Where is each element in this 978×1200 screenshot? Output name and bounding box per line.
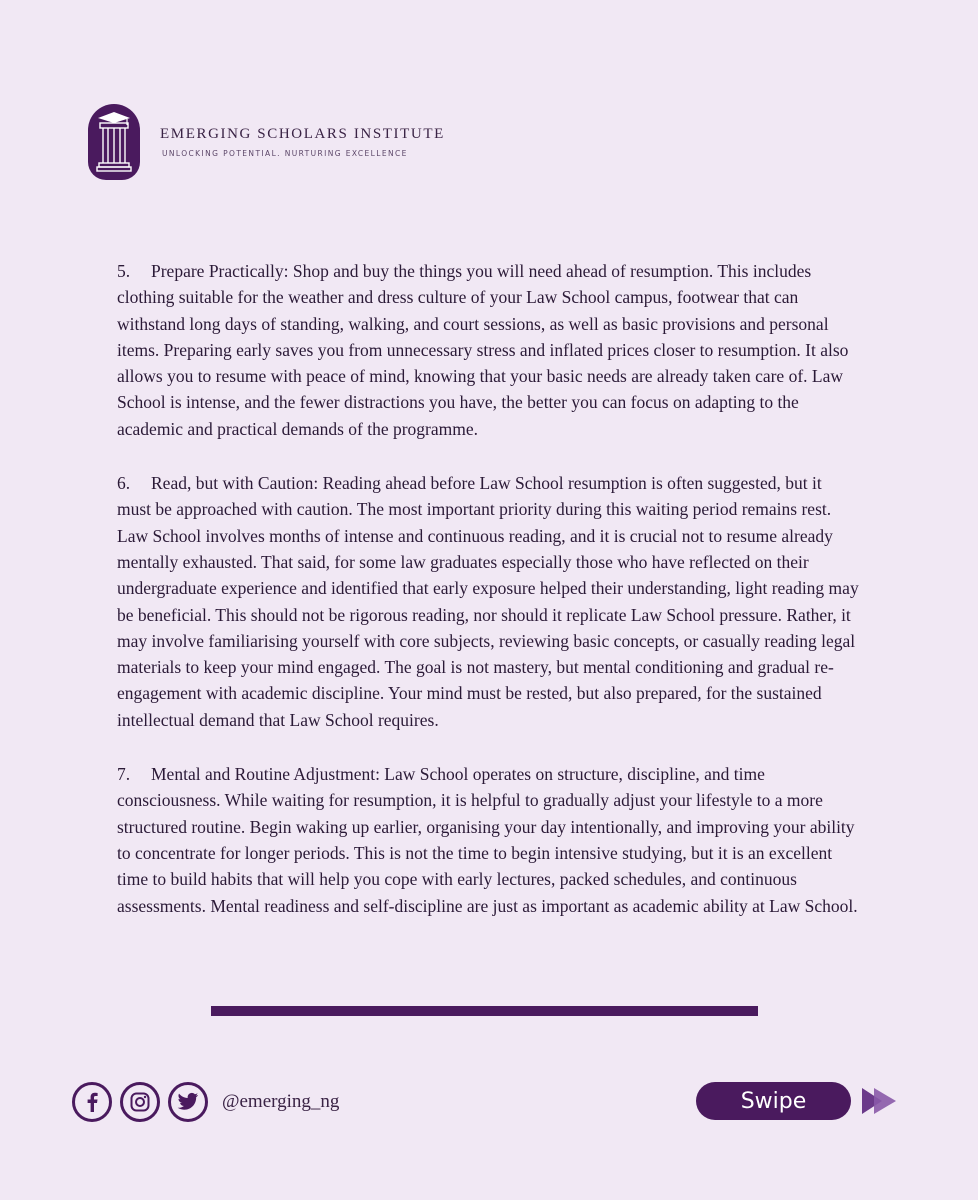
twitter-link[interactable] xyxy=(168,1082,208,1122)
paragraph-text: Mental and Routine Adjustment: Law School operates on structure, discipline, and time consciousness. While waiting for resumption, it is helpful to gradually adjust your lifestyle to a more structured routine. Begin waking up earlier, organising your day intentionally, and improving your ability to concentrate for longer periods. This is not the time to begin intensive studying, but it is an excellent time to build habits that will help you cope with early lectures, packed schedules, and continuous assessments. Mental readiness and self-discipline are just as important as academic ability at Law School. xyxy=(117,764,858,916)
instagram-icon xyxy=(129,1091,151,1113)
swipe-button[interactable]: Swipe xyxy=(696,1082,851,1120)
paragraph-text: Prepare Practically: Shop and buy the things you will need ahead of resumption. This includes clothing suitable for the weather and dress culture of your Law School campus, footwear that can withstand long days of standing, walking, and court sessions, as well as basic provisions and personal items. Preparing early saves you from unnecessary stress and inflated prices closer to resumption. It also allows you to resume with peace of mind, knowing that your basic needs are already taken care of. Law School is intense, and the fewer distractions you have, the better you can focus on adapting to the academic and practical demands of the programme. xyxy=(117,261,849,439)
logo xyxy=(88,104,140,180)
paragraph-5 xyxy=(117,258,859,442)
double-arrow-right-icon[interactable] xyxy=(860,1086,898,1116)
paragraph-text: Read, but with Caution: Reading ahead before Law School resumption is often suggested, but it must be approached with caution. The most important priority during this waiting period remains rest. Law School involves months of intense and continuous reading, and it is crucial not to resume already mentally exhausted. That said, for some law graduates especially those who have reflected on their undergraduate experience and identified that early exposure helped their understanding, light reading may be beneficial. This should not be rigorous reading, nor should it replicate Law School pressure. Rather, it may involve familiarising yourself with core subjects, reviewing basic concepts, or casually reading legal materials to keep your mind engaged. The goal is not mastery, but mental conditioning and gradual re-engagement with academic discipline. Your mind must be rested, but also prepared, for the sustained intellectual demand that Law School requires. xyxy=(117,473,859,730)
brand-tagline: UNLOCKING POTENTIAL. NURTURING EXCELLENCE xyxy=(162,149,408,158)
paragraph-number: 5. xyxy=(117,261,131,281)
twitter-icon xyxy=(177,1092,199,1112)
social-handle[interactable]: @emerging_ng xyxy=(222,1091,340,1112)
brand xyxy=(160,126,445,158)
paragraph-number: 7. xyxy=(117,764,131,785)
article-body xyxy=(117,258,859,947)
paragraph-7 xyxy=(117,761,859,919)
divider xyxy=(211,1006,758,1016)
paragraph-6 xyxy=(117,470,859,733)
instagram-link[interactable] xyxy=(120,1082,160,1122)
paragraph-number: 6. xyxy=(117,473,131,494)
pillar-graduation-cap-icon xyxy=(94,109,134,175)
facebook-link[interactable] xyxy=(72,1082,112,1122)
social-bar xyxy=(72,1082,339,1122)
facebook-icon xyxy=(82,1091,102,1113)
brand-name: EMERGING SCHOLARS INSTITUTE xyxy=(160,126,445,142)
header xyxy=(88,104,445,180)
